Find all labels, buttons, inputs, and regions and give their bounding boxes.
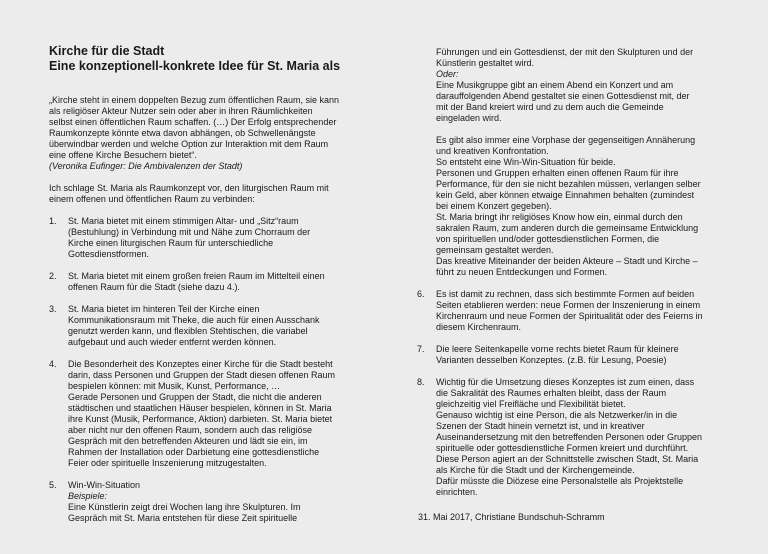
signature-date: 31. Mai 2017, Christiane Bundschuh-Schramm xyxy=(418,512,605,522)
list-item-2 xyxy=(49,271,367,293)
list-subheading: Beispiele: xyxy=(68,491,108,501)
left-column xyxy=(49,0,367,535)
list-line: die Sakralität des Raumes erhalten bleibt, dass der Raum xyxy=(436,388,667,398)
list-line: St. Maria bietet im hinteren Teil der Kirche einen xyxy=(68,304,260,314)
list-line: Varianten desselben Konzeptes. (z.B. für Lesung, Poesie) xyxy=(436,355,667,365)
quote-source: (Veronika Eufinger: Die Ambivalenzen der Stadt) xyxy=(49,161,243,171)
continuation-line: Künstlerin gestaltet wird. xyxy=(436,58,535,68)
continuation-line: St. Maria bringt ihr religiöses Know how ein, einmal durch den xyxy=(436,212,683,222)
list-line: Es ist damit zu rechnen, dass sich bestimmte Formen auf beiden xyxy=(436,289,695,299)
list-item-6 xyxy=(417,289,723,333)
list-line: Feier oder spirituelle Inszenierung mitzugestalten. xyxy=(68,458,267,468)
document-subtitle: Eine konzeptionell-konkrete Idee für St. Maria als xyxy=(49,59,341,73)
list-number: 7. xyxy=(417,344,425,354)
continuation-line: Führungen und ein Gottesdienst, der mit den Skulpturen und der xyxy=(436,47,694,57)
list-line: Wichtig für die Umsetzung dieses Konzeptes ist zum einen, dass xyxy=(436,377,695,387)
list-line: als Kirche für die Stadt und der Kirchengemeinde. xyxy=(436,465,635,475)
list-line: Rahmen der Installation oder Darbietung eine gottesdienstliche xyxy=(68,447,320,457)
document-title: Kirche für die Stadt xyxy=(49,44,165,58)
quote-line: überwindbar werden und welche Option zur Interaktion mit dem Raum xyxy=(49,139,329,149)
list-line: Gespräch mit den betreffenden Akteuren und lädt sie ein, im xyxy=(68,436,308,446)
list-line: einrichten. xyxy=(436,487,478,497)
intro-line: Ich schlage St. Maria als Raumkonzept vor, den liturgischen Raum mit xyxy=(49,183,329,193)
continuation-line: So entsteht eine Win-Win-Situation für beide. xyxy=(436,157,616,167)
continuation-line: gemeinsam gestaltet werden. xyxy=(436,245,554,255)
list-line: Seiten etablieren werden: neue Formen der Inszenierung in einem xyxy=(436,300,701,310)
continuation-line: sakralen Raum, zum anderen durch die gemeinsame Entwicklung xyxy=(436,223,699,233)
list-line: offenen Raum für die Stadt (siehe dazu 4.). xyxy=(68,282,240,292)
list-line: gleichzeitig viel Freifläche und Flexibilität bietet. xyxy=(436,399,626,409)
list-item-3 xyxy=(49,304,367,348)
quote-block xyxy=(49,95,367,172)
continuation-line: Performance, für den sie nicht bezahlen müssen, verlangen selber xyxy=(436,179,701,189)
list-line: aufgebaut und auch wieder entfernt werden können. xyxy=(68,337,277,347)
quote-line: Raumkonzepte könnte etwa davon abhängen, ob Schwellenängste xyxy=(49,128,316,138)
list-line: Die Besonderheit des Konzeptes einer Kirche für die Stadt besteht xyxy=(68,359,333,369)
quote-line: eine offene Kirche Besuchern bietet“. xyxy=(49,150,197,160)
list-line: Gottesdienstformen. xyxy=(68,249,150,259)
continuation-line: führt zu neuen Entdeckungen und Formen. xyxy=(436,267,608,277)
list-line: ihre Kunst (Musik, Performance, Aktion) darbieten. St. Maria bietet xyxy=(68,414,333,424)
list-line: städtischen und staatlichen Häuser bespielen, können in St. Maria xyxy=(68,403,332,413)
list-line: bespielen können: mit Musik, Kunst, Performance, … xyxy=(68,381,281,391)
list-item-8 xyxy=(417,377,723,498)
list-line: St. Maria bietet mit einem großen freien Raum im Mittelteil einen xyxy=(68,271,325,281)
list-line: Die leere Seitenkapelle vorne rechts bietet Raum für kleinere xyxy=(436,344,679,354)
continuation-line: Personen und Gruppen erhalten einen offenen Raum für ihre xyxy=(436,168,679,178)
quote-line: als religiöser Akteur Nutzer sein oder aber in ihren Räumlichkeiten xyxy=(49,106,313,116)
list-number: 4. xyxy=(49,359,57,369)
intro-line: einem offenen und öffentlichen Raum zu verbinden: xyxy=(49,194,255,204)
quote-line: selbst einen öffentlichen Raum schaffen. (…) Der Erfolg entsprechender xyxy=(49,117,337,127)
quote-line: „Kirche steht in einem doppelten Bezug zum öffentlichen Raum, sie kann xyxy=(49,95,339,105)
continuation-line: Eine Musikgruppe gibt an einem Abend ein Konzert und am xyxy=(436,80,674,90)
list-line: genutzt werden kann, und flexiblen Stehtischen, die variabel xyxy=(68,326,308,336)
list-heading: Win-Win-Situation xyxy=(68,480,141,490)
list-item-4 xyxy=(49,359,367,469)
list-line: Kommunikationsraum mit Theke, die auch für einen Ausschank xyxy=(68,315,320,325)
list-line: Dafür müsste die Diözese eine Personalstelle als Projektstelle xyxy=(436,476,684,486)
list-item-5 xyxy=(49,480,367,524)
list-number: 2. xyxy=(49,271,57,281)
continuation-line: mit der Band kreiert wird und zu dem auch die Gemeinde xyxy=(436,102,664,112)
list-line: Genauso wichtig ist eine Person, die als Netzwerker/in in die xyxy=(436,410,678,420)
list-line: darin, dass Personen und Gruppen der Stadt diesen offenen Raum xyxy=(68,370,336,380)
continuation-line: Das kreative Miteinander der beiden Akteure – Stadt und Kirche – xyxy=(436,256,698,266)
list-item-7 xyxy=(417,344,723,366)
right-column xyxy=(417,0,723,509)
list-number: 6. xyxy=(417,289,425,299)
list-number: 3. xyxy=(49,304,57,314)
numbered-list-left xyxy=(49,216,367,524)
list-item-1 xyxy=(49,216,367,260)
numbered-list-right xyxy=(417,289,723,498)
list-line: St. Maria bietet mit einem stimmigen Altar- und „Sitz“raum xyxy=(68,216,299,226)
list-line: diesem Kirchenraum. xyxy=(436,322,522,332)
continuation-line: und kreativen Konfrontation. xyxy=(436,146,549,156)
continuation-line: von spirituellen und/oder gottesdienstlichen Formen, die xyxy=(436,234,660,244)
continuation-line: kein Geld, aber können etwaige Einnahmen behalten (zumindest xyxy=(436,190,695,200)
continuation-line: eingeladen wird. xyxy=(436,113,502,123)
list-line: Eine Künstlerin zeigt drei Wochen lang ihre Skulpturen. Im xyxy=(68,502,301,512)
continuation-line: darauffolgenden Abend gestaltet sie einen Gottesdienst mit, der xyxy=(436,91,690,101)
continuation-block xyxy=(417,0,723,278)
list-line: spirituelle oder gottesdienstliche Formen kreiert und durchführt. xyxy=(436,443,689,453)
list-line: Diese Person agiert an der Schnittstelle zwischen Stadt, St. Maria xyxy=(436,454,699,464)
list-line: Gespräch mit St. Maria entstehen für diese Zeit spirituelle xyxy=(68,513,298,523)
list-number: 5. xyxy=(49,480,57,490)
list-number: 8. xyxy=(417,377,425,387)
continuation-line: bei einem Konzert gegeben). xyxy=(436,201,552,211)
list-line: Szenen der Stadt hinein vernetzt ist, und in kreativer xyxy=(436,421,645,431)
intro-paragraph xyxy=(49,183,367,205)
list-line: Gerade Personen und Gruppen der Stadt, die nicht die anderen xyxy=(68,392,322,402)
list-line: (Bestuhlung) in Verbindung mit und Nähe zum Chorraum der xyxy=(68,227,311,237)
oder-label: Oder: xyxy=(436,69,459,79)
list-line: Kirchenraum und neue Formen der Spiritualität oder des Feierns in xyxy=(436,311,703,321)
list-line: Auseinandersetzung mit den betreffenden Personen oder Gruppen xyxy=(436,432,703,442)
list-line: Kirche einen liturgischen Raum für unterschiedliche xyxy=(68,238,274,248)
continuation-line: Es gibt also immer eine Vorphase der gegenseitigen Annäherung xyxy=(436,135,696,145)
list-number: 1. xyxy=(49,216,57,226)
list-line: aber nicht nur den offenen Raum, sondern auch das religiöse xyxy=(68,425,312,435)
